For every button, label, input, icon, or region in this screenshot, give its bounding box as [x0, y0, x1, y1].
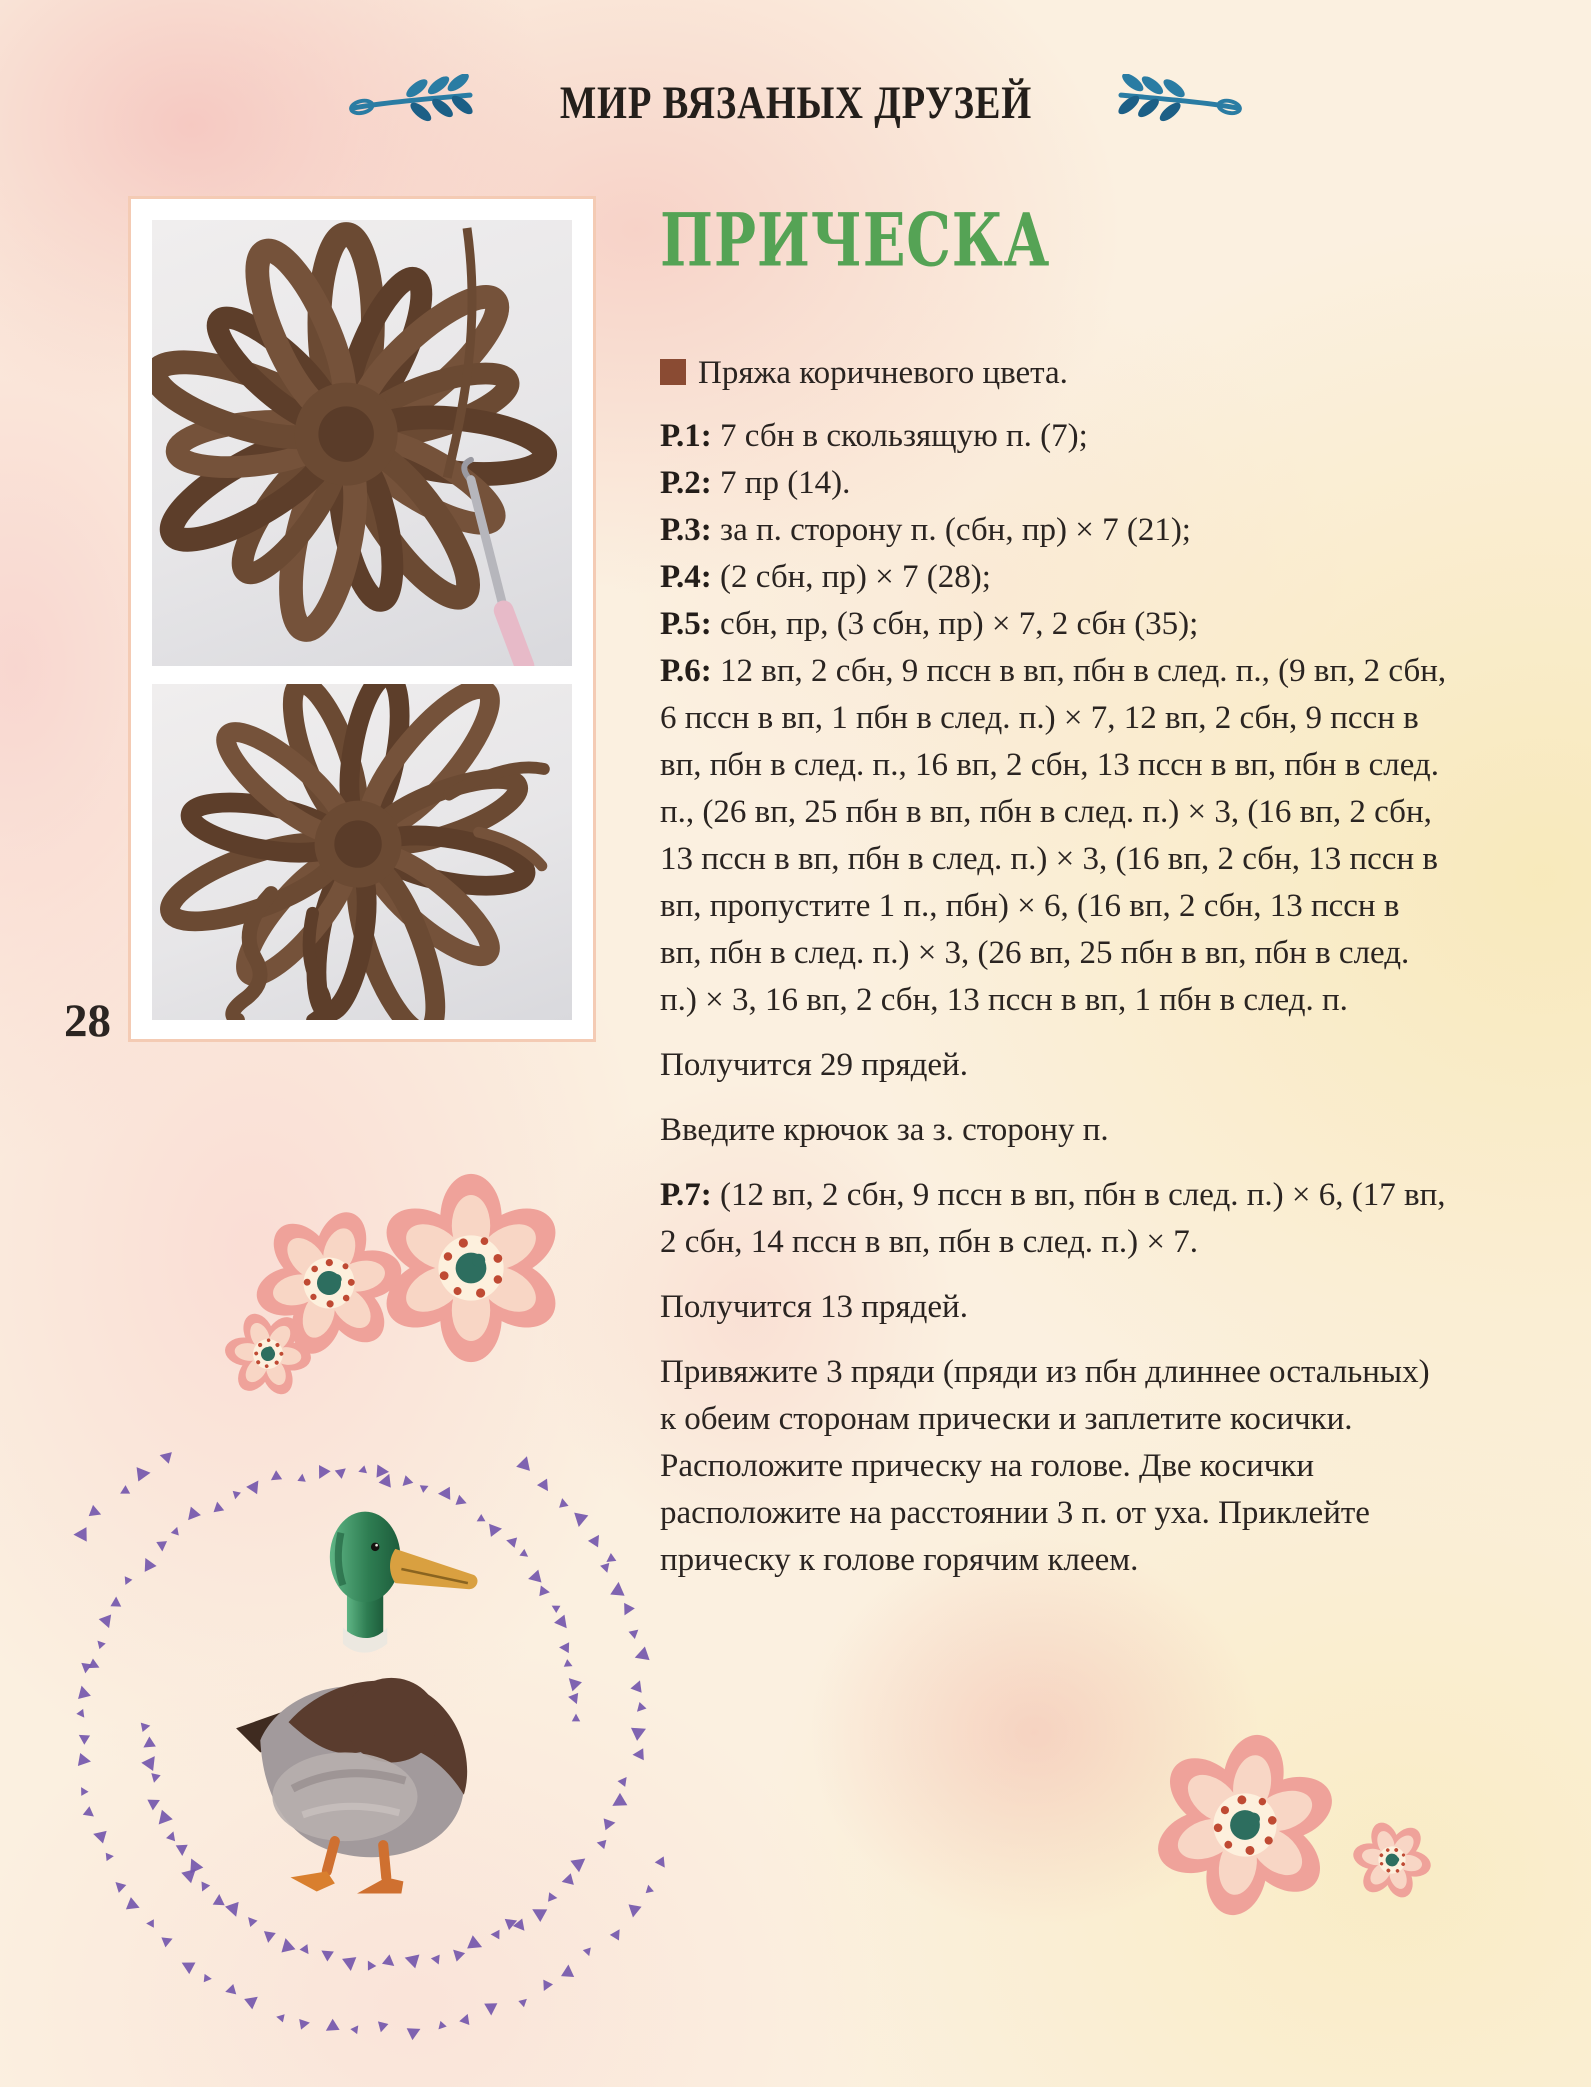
page-title: МИР ВЯЗАНЫХ ДРУЗЕЙ [559, 77, 1032, 129]
pattern-row: Р.6: 12 вп, 2 сбн, 9 пссн в вп, пбн в след. п., (9 вп, 2 сбн, 6 пссн в вп, 1 пбн в след. п.) × 7, 12 вп, 2 сбн, 9 пссн в вп, пбн в след. п., 16 вп, 2 сбн, 13 пссн в вп, пбн в след. п., (26 вп, 25 пбн в вп, пбн в след. п.) × 3, (16 вп, 2 сбн, 13 пссн в вп, пбн в след. п.) × 3, (16 вп, 2 сбн, 13 пссн в вп, пропустите 1 п., пбн) × 6, (16 вп, 2 сбн, 13 пссн в вп, пбн в след. п.) × 3, (26 вп, 25 пбн в вп, пбн в след. п.) × 3, 16 вп, 2 сбн, 13 пссн в вп, 1 пбн в след. п. [660, 653, 1447, 1018]
pattern-row-7: Р.7: (12 вп, 2 сбн, 9 пссн в вп, пбн в след. п.) × 6, (17 вп, 2 сбн, 14 пссн в вп, пбн в след. п.) × 7. [660, 1177, 1446, 1260]
mallard-duck-illustration [222, 1496, 484, 1900]
hook-note: Введите крючок за з. сторону п. [660, 1112, 1109, 1148]
pattern-row: Р.2: 7 пр (14). [660, 465, 851, 501]
pattern-row: Р.1: 7 сбн в скользящую п. (7); [660, 418, 1088, 454]
pattern-row: Р.5: сбн, пр, (3 сбн, пр) × 7, 2 сбн (35); [660, 606, 1199, 642]
page-number: 28 [64, 995, 111, 1047]
materials-text: Пряжа коричневого цвета. [698, 355, 1068, 391]
note-29-strands: Получится 29 прядей. [660, 1047, 968, 1083]
section-title: ПРИЧЕСКА [660, 196, 1051, 283]
finishing-paragraph: Привяжите 3 пряди (пряди из пбн длиннее остальных) к обеим сторонам прически и заплетите косички. Расположите прическу на голове. Две косички расположите на расстоянии 3 п. от уха. Приклейте прическу к голове горячим клеем. [660, 1354, 1430, 1578]
pattern-row: Р.3: за п. сторону п. (сбн, пр) × 7 (21); [660, 512, 1191, 548]
note-13-strands: Получится 13 прядей. [660, 1289, 968, 1325]
pattern-row: Р.4: (2 сбн, пр) × 7 (28); [660, 559, 991, 595]
